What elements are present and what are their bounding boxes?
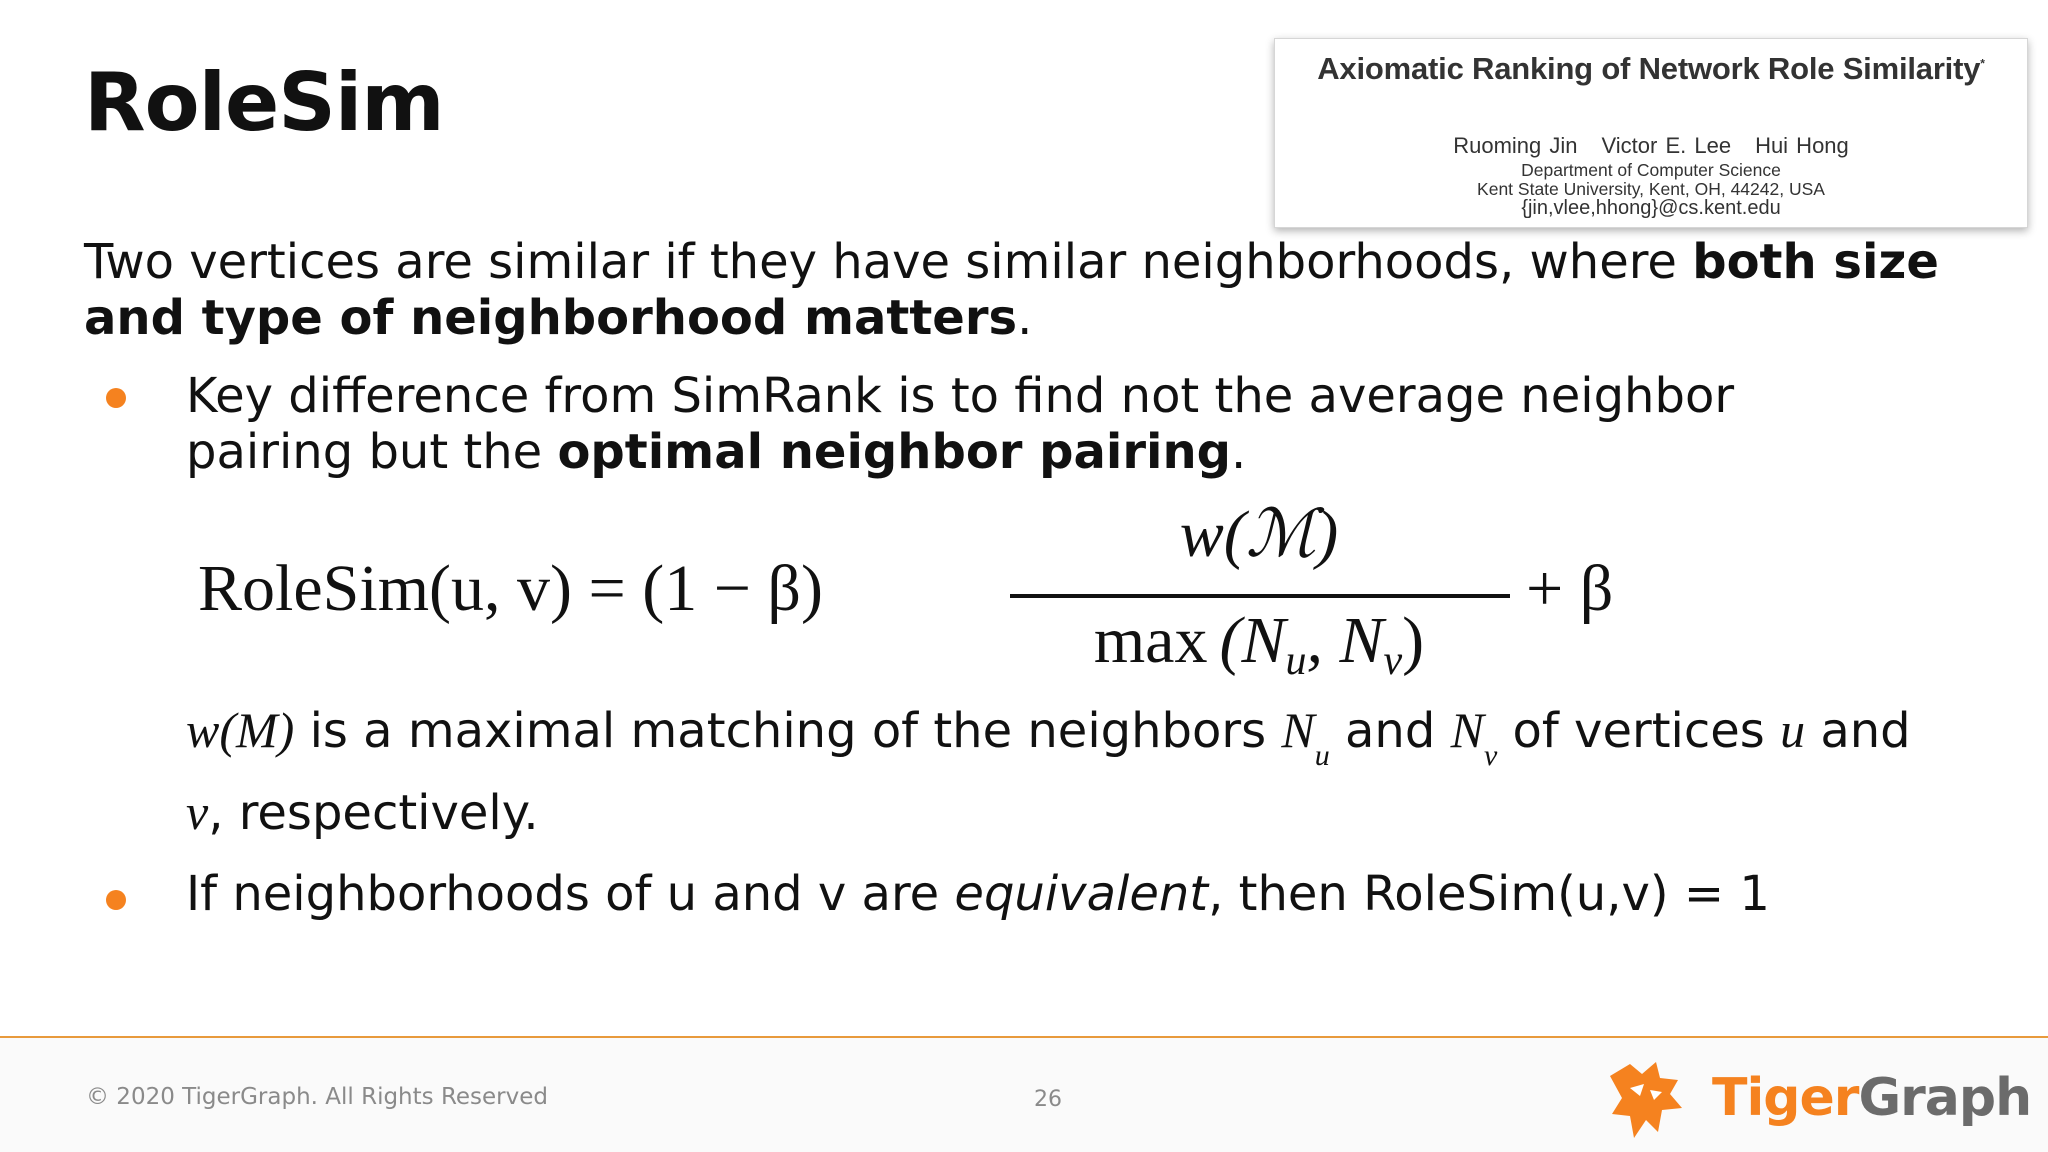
bullet-key-difference — [186, 368, 1906, 480]
math-u: u — [1780, 702, 1806, 758]
rolesim-formula — [190, 500, 1620, 700]
footer-copyright: © 2020 TigerGraph. All Rights Reserved — [86, 1084, 548, 1110]
logo-graph-text: Graph — [1858, 1068, 2032, 1128]
formula-tail: + β — [1526, 552, 1614, 625]
math-sub-v: v — [1483, 739, 1498, 772]
intro-paragraph — [84, 234, 1964, 346]
denominator-max: max — [1093, 604, 1208, 677]
bullet-equivalent — [186, 866, 1906, 922]
bullet-dot — [106, 890, 126, 910]
bullet-period: . — [1231, 424, 1247, 480]
bullet-italic: equivalent — [954, 866, 1209, 922]
paper-department: Department of Computer Science — [1521, 160, 1781, 180]
math-n: N — [1281, 702, 1315, 758]
denominator-comma: , N — [1306, 604, 1384, 677]
intro-text: Two vertices are similar if they have similar neighborhoods, where — [84, 234, 1693, 290]
page-number: 26 — [1034, 1087, 1062, 1112]
paper-email: {jin,vlee,hhong}@cs.kent.edu — [1521, 197, 1781, 219]
intro-emphasis: both size and type of neighborhood matters — [84, 234, 1939, 346]
footer-rule — [0, 1036, 2048, 1038]
bullet-text: Key difference from SimRank is to find not the average neighbor pairing but the — [186, 368, 1735, 480]
formula-numerator: w(ℳ) — [1179, 500, 1339, 571]
paper-title — [1275, 51, 2027, 87]
math-sub-u: u — [1314, 739, 1330, 772]
paper-citation-card — [1274, 38, 2028, 228]
paper-title-mark: * — [1980, 56, 1985, 71]
intro-period: . — [1017, 290, 1033, 346]
paper-authors — [1275, 133, 2027, 159]
denominator-close: ) — [1402, 604, 1425, 677]
bullet-emphasis: optimal neighbor pairing — [557, 424, 1232, 480]
math-n: N — [1450, 702, 1484, 758]
tigergraph-logo — [1600, 1054, 2032, 1144]
paper-author: Victor E. Lee — [1601, 133, 1732, 158]
denominator-open: (N — [1219, 604, 1286, 677]
formula-svg — [190, 500, 1620, 700]
paper-university: Kent State University, Kent, OH, 44242, USA — [1477, 179, 1825, 199]
paper-title-text: Axiomatic Ranking of Network Role Similarity — [1317, 51, 1981, 86]
bullet-dot — [106, 388, 126, 408]
matching-description — [186, 702, 1926, 841]
paper-author: Ruoming Jin — [1453, 133, 1578, 158]
bullet-text: If neighborhoods of u and v are — [186, 866, 955, 922]
math-v: v — [186, 784, 209, 840]
slide-title: RoleSim — [84, 56, 444, 149]
bullet-text: , then RoleSim(u,v) = 1 — [1208, 866, 1770, 922]
logo-wordmark — [1712, 1068, 2031, 1128]
math-wm: w(M) — [186, 702, 295, 758]
desc-text: and — [1329, 703, 1451, 759]
desc-text: of vertices — [1497, 703, 1781, 759]
desc-text: and — [1805, 703, 1911, 759]
tiger-head-icon — [1600, 1054, 1688, 1142]
denominator-sub-u: u — [1285, 638, 1307, 684]
desc-text: , respectively. — [208, 785, 539, 841]
fraction-bar — [1010, 594, 1510, 598]
formula-lhs: RoleSim(u, v) = (1 − β) — [198, 552, 823, 625]
formula-denominator — [1094, 604, 1424, 684]
paper-author: Hui Hong — [1755, 133, 1849, 158]
desc-text: is a maximal matching of the neighbors — [294, 703, 1282, 759]
denominator-sub-v: v — [1383, 638, 1403, 684]
logo-tiger-text: Tiger — [1712, 1068, 1859, 1128]
